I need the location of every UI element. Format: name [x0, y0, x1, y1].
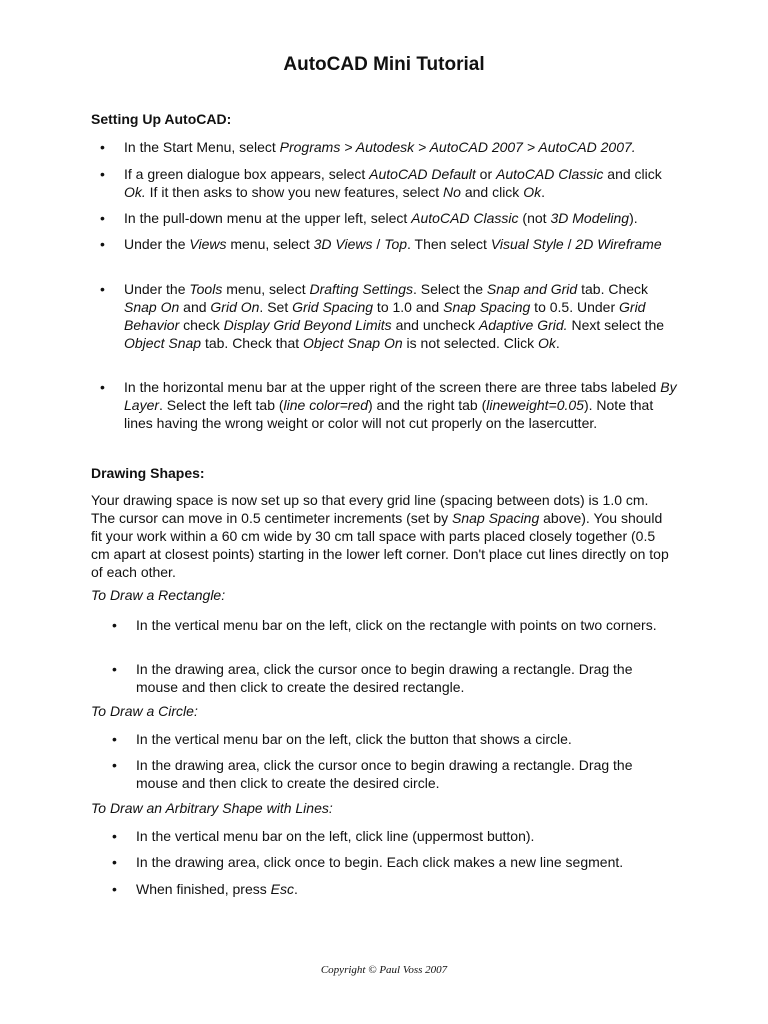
list-item: • In the drawing area, click the cursor once to begin drawing a rectangle. Drag the mouse and then click to create the desired rectangle. — [112, 661, 633, 695]
copyright-footer: Copyright © Paul Voss 2007 — [320, 964, 448, 976]
section-heading-drawing: Drawing Shapes: — [91, 465, 205, 481]
subheading-circle: To Draw a Circle: — [91, 703, 198, 719]
drawing-intro: Your drawing space is now set up so that every grid line (spacing between dots) is 1.0 cm. The cursor can move in 0.5 centimeter increments (set by Snap Spacing above). You should fit your work within a 60 cm wide by 30 cm tall space with parts placed closely together (0.5 cm apart at closest points) starting in the lower left corner. Don't place cut lines directly on top of each other. — [91, 492, 669, 580]
list-item: • Under the Tools menu, select Drafting Settings. Select the Snap and Grid tab. Check Snap On and Grid On. Set Grid Spacing to 1.0 and Snap Spacing to 0.5. Under Grid Behavior check Display Grid Beyond Limits and uncheck Adaptive Grid. Next select the Object Snap tab. Check that Object Snap On is not selected. Click Ok. — [100, 281, 665, 351]
list-item: • In the drawing area, click the cursor once to begin drawing a rectangle. Drag the mouse and then click to create the desired circle. — [112, 757, 633, 791]
list-item: • In the Start Menu, select Programs > Autodesk > AutoCAD 2007 > AutoCAD 2007. — [100, 139, 636, 155]
list-item: • In the vertical menu bar on the left, click line (uppermost button). — [112, 828, 535, 844]
list-item: • In the horizontal menu bar at the upper right of the screen there are three tabs labeled By Layer. Select the left tab (line color=red) and the right tab (lineweight=0.05). Note that lines having the wrong weight or color will not cut properly on the lasercutter. — [100, 379, 677, 431]
subheading-rectangle: To Draw a Rectangle: — [91, 587, 226, 603]
page-title: AutoCAD Mini Tutorial — [283, 54, 485, 75]
subheading-lines: To Draw an Arbitrary Shape with Lines: — [91, 800, 333, 816]
list-item: • If a green dialogue box appears, select AutoCAD Default or AutoCAD Classic and click Ok. If it then asks to show you new features, select No and click Ok. — [100, 166, 662, 200]
list-item: • In the vertical menu bar on the left, click the button that shows a circle. — [112, 731, 572, 747]
list-item: • In the vertical menu bar on the left, click on the rectangle with points on two corners. — [112, 617, 657, 633]
section-heading-setup: Setting Up AutoCAD: — [91, 111, 232, 127]
list-item: • When finished, press Esc. — [112, 881, 298, 897]
list-item: • Under the Views menu, select 3D Views / Top. Then select Visual Style / 2D Wireframe — [100, 236, 662, 252]
list-item: • In the pull-down menu at the upper left, select AutoCAD Classic (not 3D Modeling). — [100, 210, 638, 226]
list-item: • In the drawing area, click once to begin. Each click makes a new line segment. — [112, 854, 624, 870]
